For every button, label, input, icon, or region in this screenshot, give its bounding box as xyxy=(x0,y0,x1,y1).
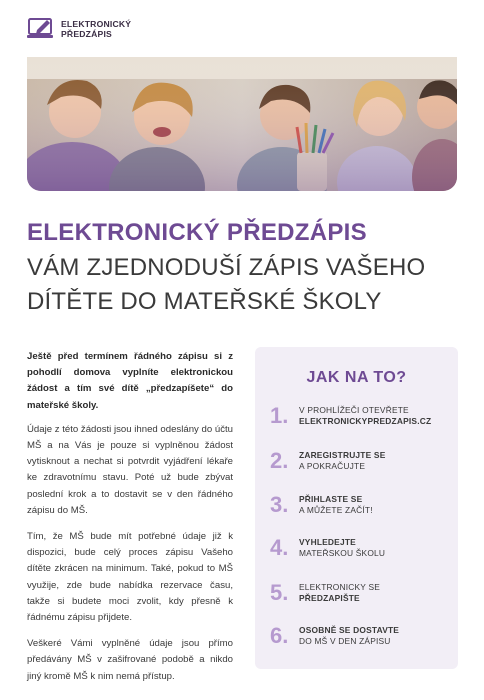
brand-line-1: ELEKTRONICKÝ xyxy=(61,19,132,29)
step-number: 6. xyxy=(270,623,289,648)
howto-step-5 xyxy=(270,580,380,606)
howto-step-3 xyxy=(270,492,373,518)
step-line-1: V PROHLÍŽEČI OTEVŘETE xyxy=(299,404,409,415)
brand-line-2: PŘEDZÁPIS xyxy=(61,29,112,39)
step-line-2: PŘEDZAPIŠTE xyxy=(299,593,360,603)
step-number: 3. xyxy=(270,492,289,517)
step-line-2: MATEŘSKOU ŠKOLU xyxy=(299,548,386,558)
step-line-1: OSOBNĚ SE DOSTAVTE xyxy=(299,624,400,635)
step-line-1: VYHLEDEJTE xyxy=(299,536,356,547)
headline-subtitle-line-1: VÁM ZJEDNODUŠÍ ZÁPIS VAŠEHO xyxy=(27,254,426,281)
howto-step-4 xyxy=(270,535,385,561)
step-line-2: DO MŠ V DEN ZÁPISU xyxy=(299,636,391,646)
intro-paragraph: Ještě před termínem řádného zápisu si z pohodlí domova vyplníte elektronickou žádost a tím své dítě „předzapíšete“ do mateřské školy. xyxy=(27,351,233,411)
brand-name xyxy=(61,19,131,39)
howto-step-1 xyxy=(270,403,431,429)
children-drawing-illustration xyxy=(27,57,457,191)
step-line-2: A MŮŽETE ZAČÍT! xyxy=(299,505,373,515)
step-number: 4. xyxy=(270,535,289,560)
body-text xyxy=(27,349,233,695)
step-line-2: ELEKTRONICKYPREDZAPIS.CZ xyxy=(299,416,432,426)
howto-step-2 xyxy=(270,448,386,474)
brand-logo xyxy=(27,16,131,42)
paragraph-1: Údaje z této žádosti jsou ihned odeslány do účtu MŠ a na Vás je pouze si vyplněnou žádost vytisknout a nechat si potvrdit vyjádření lékaře ke zdravotnímu stavu. Poté už bude zbývat poslední krok a to dostavit se v den řádného zápisu do MŠ. xyxy=(27,423,233,516)
step-line-1: PŘIHLASTE SE xyxy=(299,493,363,504)
howto-panel xyxy=(255,347,458,669)
headline-subtitle-line-2: DÍTĚTE DO MATEŘSKÉ ŠKOLY xyxy=(27,288,382,315)
step-line-1: ELEKTRONICKY SE xyxy=(299,581,381,592)
paragraph-2: Tím, že MŠ bude mít potřebné údaje již k dispozici, bude celý proces zápisu Vašeho dítěte zkrácen na minimum. Také, pokud to MŠ využije, zde bude nabídka rezervace času, takže si budete moci zvolit, kdy přesně k řádnému zápisu přijdete. xyxy=(27,531,233,624)
laptop-pencil-icon xyxy=(27,16,55,42)
paragraph-3: Veškeré Vámi vyplněné údaje jsou přímo předávány MŠ v zašifrované podobě a nikdo jiný kromě MŠ k nim nemá přístup. xyxy=(27,638,233,682)
headline xyxy=(27,218,467,317)
hero-photo xyxy=(27,57,457,191)
howto-title: JAK NA TO? xyxy=(306,369,407,386)
headline-title: ELEKTRONICKÝ PŘEDZÁPIS xyxy=(27,219,367,246)
step-line-2: A POKRAČUJTE xyxy=(299,461,366,471)
howto-step-6 xyxy=(270,623,399,649)
step-line-1: ZAREGISTRUJTE SE xyxy=(299,449,386,460)
step-number: 2. xyxy=(270,448,289,473)
step-number: 5. xyxy=(270,580,289,605)
step-number: 1. xyxy=(270,403,289,428)
